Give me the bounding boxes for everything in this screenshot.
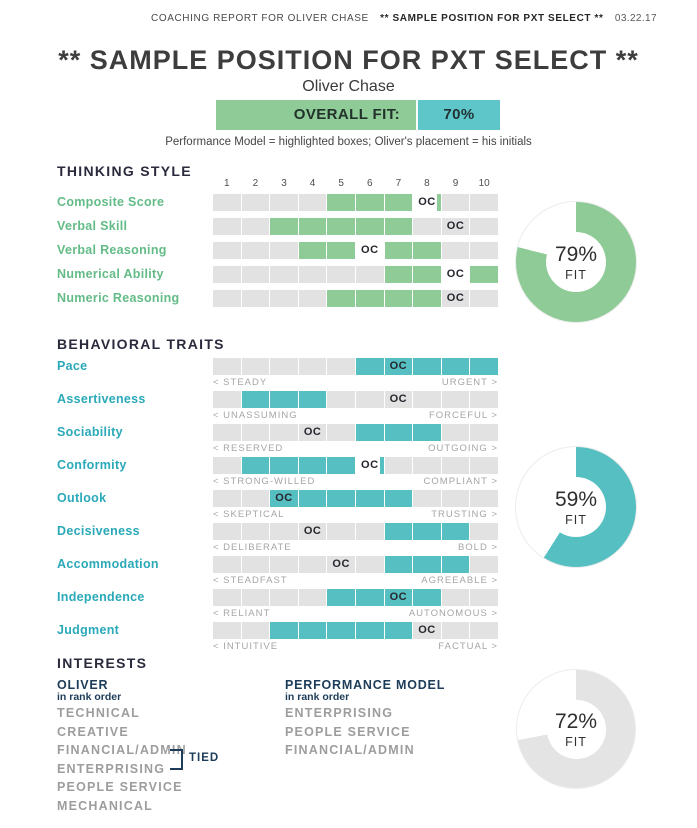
model-range-cell xyxy=(385,523,413,540)
trait-endpoint-right: BOLD > xyxy=(457,542,498,553)
scale-cell xyxy=(242,556,270,573)
model-range-cell xyxy=(356,424,384,441)
fit-donut-ring xyxy=(516,669,636,789)
scale-cell xyxy=(470,424,498,441)
trait-row-label: Conformity xyxy=(57,458,127,472)
trait-endpoints xyxy=(213,608,498,619)
scale-cell xyxy=(470,523,498,540)
scale-cell xyxy=(270,194,298,211)
tied-label: TIED xyxy=(189,752,220,764)
oc-marker: OC xyxy=(385,358,413,375)
trait-endpoints xyxy=(213,377,498,388)
trait-endpoint-right: FORCEFUL > xyxy=(428,410,498,421)
trait-row-label: Sociability xyxy=(57,425,123,439)
score-scale xyxy=(213,178,498,190)
oc-marker: OC xyxy=(356,457,384,474)
model-range-cell xyxy=(385,218,413,235)
scale-cell xyxy=(270,589,298,606)
interests-model-list xyxy=(285,704,415,760)
trait-endpoints xyxy=(213,542,498,553)
trait-row xyxy=(0,589,697,619)
scale-cell xyxy=(299,266,327,283)
scale-cell xyxy=(270,266,298,283)
model-range-cell xyxy=(299,391,327,408)
model-range-cell xyxy=(356,194,384,211)
scale-cell xyxy=(470,457,498,474)
fit-label: FIT xyxy=(565,267,587,282)
scale-number: 6 xyxy=(366,178,373,189)
trait-endpoint-left: < SKEPTICAL xyxy=(213,509,285,520)
score-bar xyxy=(213,290,498,307)
scale-cell xyxy=(442,391,470,408)
scale-cell xyxy=(213,490,241,507)
model-range-cell xyxy=(385,622,413,639)
score-bar xyxy=(213,589,498,606)
trait-endpoint-left: < RESERVED xyxy=(213,443,284,454)
trait-endpoint-left: < DELIBERATE xyxy=(213,542,292,553)
scale-cell xyxy=(242,490,270,507)
trait-endpoint-left: < RELIANT xyxy=(213,608,271,619)
scale-cell xyxy=(470,622,498,639)
model-range-cell xyxy=(385,194,413,211)
model-range-cell xyxy=(385,242,413,259)
score-bar xyxy=(213,266,498,283)
trait-row-label: Independence xyxy=(57,590,145,604)
trait-row-label: Judgment xyxy=(57,623,120,637)
interests-model-heading: PERFORMANCE MODEL xyxy=(285,678,446,692)
scale-cell xyxy=(270,358,298,375)
score-bar xyxy=(213,194,498,211)
scale-cell xyxy=(242,424,270,441)
scale-number: 5 xyxy=(338,178,344,189)
scale-cell xyxy=(327,424,355,441)
model-range-cell xyxy=(442,358,470,375)
scale-cell xyxy=(213,523,241,540)
model-range-cell xyxy=(299,242,327,259)
scale-number: 7 xyxy=(395,178,402,189)
scale-cell xyxy=(413,218,441,235)
model-range-cell xyxy=(327,589,355,606)
scale-cell xyxy=(442,424,470,441)
scale-cell xyxy=(213,391,241,408)
section-title-thinking-style: THINKING STYLE xyxy=(57,163,192,179)
trait-row xyxy=(0,358,697,388)
scale-cell xyxy=(299,556,327,573)
scale-cell xyxy=(442,457,470,474)
scale-cell xyxy=(470,589,498,606)
interest-item: PEOPLE SERVICE xyxy=(285,724,411,739)
scale-cell xyxy=(470,218,498,235)
trait-row-label: Pace xyxy=(57,359,88,373)
scale-cell xyxy=(442,622,470,639)
model-range-cell xyxy=(356,490,384,507)
oc-marker: OC xyxy=(299,424,327,441)
model-range-cell xyxy=(413,266,441,283)
scale-cell xyxy=(213,290,241,307)
scale-cell xyxy=(356,556,384,573)
model-range-cell xyxy=(413,358,441,375)
trait-endpoint-left: < STEADY xyxy=(213,377,268,388)
model-range-cell xyxy=(356,622,384,639)
interest-item: CREATIVE xyxy=(57,724,129,739)
fit-percentage: 79% xyxy=(554,242,598,266)
scale-cell xyxy=(242,266,270,283)
model-range-cell xyxy=(470,266,498,283)
overall-fit-label: OVERALL FIT: xyxy=(216,100,416,130)
scale-cell xyxy=(442,194,470,211)
score-bar xyxy=(213,391,498,408)
scale-cell xyxy=(470,490,498,507)
trait-endpoints xyxy=(213,476,498,487)
scale-cell xyxy=(327,358,355,375)
scale-number: 2 xyxy=(252,178,259,189)
model-range-cell xyxy=(442,556,470,573)
thinking-style-fit-donut xyxy=(515,201,637,323)
score-bar xyxy=(213,358,498,375)
oc-marker: OC xyxy=(385,391,413,408)
scale-cell xyxy=(270,290,298,307)
legend-note: Performance Model = highlighted boxes; Oliver's placement = his initials xyxy=(165,136,532,148)
model-range-cell xyxy=(385,266,413,283)
scale-cell xyxy=(470,194,498,211)
scale-cell xyxy=(356,266,384,283)
trait-row-label: Accommodation xyxy=(57,557,159,571)
interest-item: TECHNICAL xyxy=(57,706,141,720)
scale-cell xyxy=(242,290,270,307)
score-bar xyxy=(213,218,498,235)
model-range-cell xyxy=(356,290,384,307)
oc-marker: OC xyxy=(442,290,470,307)
model-range-cell xyxy=(327,490,355,507)
trait-row-label: Assertiveness xyxy=(57,392,146,406)
scale-cell xyxy=(470,242,498,259)
header-date: 03.22.17 xyxy=(614,13,657,24)
model-range-cell xyxy=(270,457,298,474)
trait-endpoint-right: TRUSTING > xyxy=(431,509,498,520)
model-range-cell xyxy=(299,218,327,235)
trait-endpoint-left: < STEADFAST xyxy=(213,575,288,586)
interests-oliver-heading: OLIVER xyxy=(57,678,109,692)
scale-number: 8 xyxy=(424,178,430,189)
fit-donut-center xyxy=(546,477,606,537)
scale-cell xyxy=(327,523,355,540)
trait-endpoint-left: < INTUITIVE xyxy=(213,641,279,652)
thinking-row-label: Verbal Reasoning xyxy=(57,243,167,257)
model-range-cell xyxy=(327,457,355,474)
trait-row-label: Outlook xyxy=(57,491,107,505)
model-range-cell xyxy=(385,556,413,573)
scale-cell xyxy=(242,358,270,375)
oc-marker: OC xyxy=(385,589,413,606)
model-range-cell xyxy=(413,589,441,606)
scale-cell xyxy=(242,218,270,235)
oc-marker: OC xyxy=(356,242,384,259)
scale-cell xyxy=(213,194,241,211)
oc-marker: OC xyxy=(413,622,441,639)
scale-cell xyxy=(213,556,241,573)
fit-percentage: 59% xyxy=(554,487,598,511)
thinking-row-label: Numerical Ability xyxy=(57,267,164,281)
scale-cell xyxy=(270,424,298,441)
behavioral-traits-fit-donut xyxy=(515,446,637,568)
model-range-cell xyxy=(327,622,355,639)
score-bar xyxy=(213,622,498,639)
trait-endpoint-right: COMPLIANT > xyxy=(423,476,498,487)
model-range-cell xyxy=(413,242,441,259)
scale-cell xyxy=(213,218,241,235)
trait-endpoint-left: < STRONG-WILLED xyxy=(213,476,316,487)
trait-row xyxy=(0,622,697,652)
tied-bracket xyxy=(170,749,183,770)
scale-number: 10 xyxy=(478,178,490,189)
score-bar xyxy=(213,457,498,474)
section-title-interests: INTERESTS xyxy=(57,655,148,671)
scale-cell xyxy=(213,622,241,639)
scale-cell xyxy=(413,490,441,507)
thinking-row-label: Numeric Reasoning xyxy=(57,291,180,305)
interest-item: FINANCIAL/ADMIN xyxy=(285,743,415,757)
scale-number: 3 xyxy=(281,178,287,189)
fit-donut-center xyxy=(547,700,606,759)
model-range-cell xyxy=(385,424,413,441)
scale-cell xyxy=(299,194,327,211)
model-range-cell xyxy=(413,523,441,540)
scale-cell xyxy=(356,523,384,540)
interests-fit-donut xyxy=(516,669,636,789)
section-title-behavioral-traits: BEHAVIORAL TRAITS xyxy=(57,336,225,352)
candidate-name: Oliver Chase xyxy=(302,78,395,95)
scale-cell xyxy=(213,424,241,441)
scale-cell xyxy=(413,391,441,408)
fit-label: FIT xyxy=(565,734,587,749)
model-range-cell xyxy=(299,622,327,639)
oc-marker: OC xyxy=(327,556,355,573)
scale-cell xyxy=(413,457,441,474)
scale-cell xyxy=(442,242,470,259)
trait-endpoint-right: AGREEABLE > xyxy=(421,575,498,586)
oc-marker: OC xyxy=(299,523,327,540)
trait-endpoints xyxy=(213,575,498,586)
model-range-cell xyxy=(327,194,355,211)
score-bar xyxy=(213,556,498,573)
overall-fit-bar xyxy=(216,100,500,130)
score-bar xyxy=(213,424,498,441)
interests-model-subheading: in rank order xyxy=(285,691,350,703)
trait-endpoint-left: < UNASSUMING xyxy=(213,410,298,421)
model-range-cell xyxy=(385,290,413,307)
interest-item: MECHANICAL xyxy=(57,798,154,813)
trait-endpoints xyxy=(213,443,498,454)
scale-cell xyxy=(470,290,498,307)
trait-row xyxy=(0,424,697,454)
scale-cell xyxy=(213,266,241,283)
interest-item: ENTERPRISING xyxy=(57,761,166,776)
oc-marker: OC xyxy=(442,266,470,283)
interests-oliver-list xyxy=(57,704,187,815)
thinking-row-label: Composite Score xyxy=(57,195,165,209)
scale-number: 1 xyxy=(224,178,230,189)
scale-cell xyxy=(213,457,241,474)
interest-item: ENTERPRISING xyxy=(285,706,394,720)
scale-cell xyxy=(299,589,327,606)
scale-cell xyxy=(242,622,270,639)
oc-marker: OC xyxy=(442,218,470,235)
header-position: ** SAMPLE POSITION FOR PXT SELECT ** xyxy=(380,13,604,24)
model-range-cell xyxy=(442,523,470,540)
scale-cell xyxy=(270,523,298,540)
scale-cell xyxy=(242,523,270,540)
scale-cell xyxy=(327,266,355,283)
model-range-cell xyxy=(356,589,384,606)
model-range-cell xyxy=(270,218,298,235)
model-range-cell xyxy=(242,391,270,408)
scale-cell xyxy=(470,556,498,573)
page-header xyxy=(151,13,657,24)
score-bar xyxy=(213,490,498,507)
scale-cell xyxy=(242,589,270,606)
fit-label: FIT xyxy=(565,512,587,527)
model-range-cell xyxy=(270,391,298,408)
model-range-cell xyxy=(327,218,355,235)
model-range-cell xyxy=(327,290,355,307)
model-range-cell xyxy=(385,490,413,507)
model-range-cell xyxy=(327,242,355,259)
page-title: ** SAMPLE POSITION FOR PXT SELECT ** xyxy=(58,45,639,75)
model-range-cell xyxy=(242,457,270,474)
model-range-cell xyxy=(413,424,441,441)
header-report-for: COACHING REPORT FOR OLIVER CHASE xyxy=(151,13,369,24)
scale-cell xyxy=(213,358,241,375)
trait-endpoints xyxy=(213,410,498,421)
trait-endpoint-right: AUTONOMOUS > xyxy=(408,608,498,619)
trait-endpoint-right: FACTUAL > xyxy=(438,641,498,652)
scale-cell xyxy=(242,242,270,259)
interest-item: FINANCIAL/ADMIN xyxy=(57,743,187,757)
scale-cell xyxy=(299,290,327,307)
model-range-cell xyxy=(356,358,384,375)
model-range-cell xyxy=(299,457,327,474)
scale-number: 4 xyxy=(309,178,316,189)
scale-cell xyxy=(385,457,413,474)
model-range-cell xyxy=(413,556,441,573)
fit-donut-ring xyxy=(515,201,637,323)
scale-cell xyxy=(470,391,498,408)
scale-cell xyxy=(356,391,384,408)
model-range-cell xyxy=(299,490,327,507)
score-bar xyxy=(213,523,498,540)
scale-cell xyxy=(299,358,327,375)
scale-cell xyxy=(270,242,298,259)
scale-cell xyxy=(442,589,470,606)
model-range-cell xyxy=(356,218,384,235)
thinking-row-label: Verbal Skill xyxy=(57,219,128,233)
trait-endpoint-right: OUTGOING > xyxy=(428,443,498,454)
fit-donut-ring xyxy=(515,446,637,568)
scale-cell xyxy=(442,490,470,507)
scale-cell xyxy=(213,242,241,259)
fit-percentage: 72% xyxy=(554,709,598,733)
model-range-cell xyxy=(270,622,298,639)
oc-marker: OC xyxy=(413,194,441,211)
trait-endpoints xyxy=(213,641,498,652)
overall-fit-value: 70% xyxy=(418,100,500,130)
scale-cell xyxy=(327,391,355,408)
fit-donut-center xyxy=(546,232,606,292)
trait-endpoints xyxy=(213,509,498,520)
trait-row xyxy=(0,391,697,421)
oc-marker: OC xyxy=(270,490,298,507)
interests-oliver-subheading: in rank order xyxy=(57,691,122,703)
interest-item: PEOPLE SERVICE xyxy=(57,780,183,794)
scale-number: 9 xyxy=(452,178,459,189)
scale-cell xyxy=(270,556,298,573)
scale-cell xyxy=(213,589,241,606)
model-range-cell xyxy=(470,358,498,375)
trait-row-label: Decisiveness xyxy=(57,524,140,538)
score-bar xyxy=(213,242,498,259)
trait-endpoint-right: URGENT > xyxy=(441,377,498,388)
scale-cell xyxy=(242,194,270,211)
model-range-cell xyxy=(413,290,441,307)
